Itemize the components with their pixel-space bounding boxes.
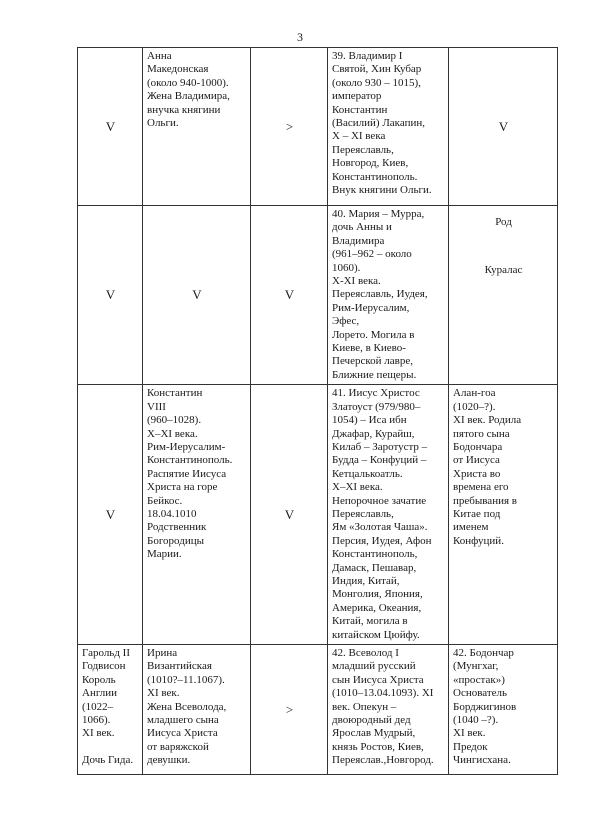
cell-r1-c5: V [449,48,558,206]
cell-line: Константинополь. [147,454,233,467]
cell-line: X–XI века. [147,427,198,440]
cell-line: Америка, Океания, [332,601,422,614]
cell-line: Эфес, [332,315,360,328]
cell-line: Христа во [453,467,501,480]
cell-line: X–XI века. [332,481,383,494]
cell-line: пребывания в [453,494,517,507]
cell-line: Основатель [453,687,508,700]
cell-line: Переяславль, Иудея, [332,288,428,301]
cell-line: Монголия, Япония, [332,588,423,601]
cell-r4-c3: > [251,645,328,775]
cell-line: (960–1028). [147,414,202,427]
cell-line: Константин [332,103,388,116]
cell-r1-c3: > [251,48,328,206]
cell-r4-c5 [449,645,558,775]
cell-line: XI век. [147,687,180,700]
cell-line: Печерской лавре, [332,355,413,368]
cell-line: князь Ростов, Киев, [332,740,424,753]
table-row-4 [78,645,558,775]
cell-line: Килаб – Заротустр – [332,440,428,453]
cell-r2-c2: V [143,206,251,385]
cell-r3-c3: V [251,385,328,645]
cell-line: 41. Иисус Христос [332,387,420,400]
cell-line: 18.04.1010 [147,507,197,520]
clan-label: Род [495,216,512,228]
cell-line: Англии [82,687,118,700]
cell-line: Переяславль, [332,143,394,156]
cell-r2-c5 [449,206,558,385]
cell-line: Ольги. [147,117,179,130]
cell-line: 39. Владимир I [332,50,403,62]
cell-line: Переяслав.,Новгород. [332,754,434,767]
cell-r1-c2 [143,48,251,206]
genealogy-table [77,47,558,775]
cell-line: Алан-гоа [453,387,496,400]
cell-line: 42. Всеволод I [332,647,399,659]
cell-line: Иисуса Христа [147,727,218,740]
cell-line: двоюродный дед [332,714,411,727]
cell-line: Марии. [147,548,182,561]
cell-r2-c1: V [78,206,143,385]
cell-r3-c1: V [78,385,143,645]
cell-line: Кетцалькоатль. [332,467,403,480]
cell-line: (1010?–11.1067). [147,673,225,686]
cell-line: пятого сына [453,427,510,440]
cell-r3-c2 [143,385,251,645]
cell-r1-c1: V [78,48,143,206]
cell-line: Персия, Иудея, Афон [332,534,432,547]
cell-line: от варяжской [147,740,209,753]
cell-line: Константинополь, [332,548,418,561]
cell-r4-c2 [143,645,251,775]
cell-line: сын Иисуса Христа [332,673,424,686]
cell-line: 40. Мария – Мурра, [332,208,425,220]
cell-line: Будда – Конфуций – [332,454,427,467]
cell-r1-c4 [328,48,449,206]
clan-name: Куралас [484,264,523,277]
cell-line: Новгород, Киев, [332,157,409,170]
cell-line: внучка княгини [147,103,221,116]
cell-line: (1022– [82,700,114,713]
cell-line: младшего сына [147,714,219,727]
cell-line: Богородицы [147,534,204,547]
cell-line: Китае под [453,507,501,520]
cell-line: Джафар, Курайш, [332,427,415,440]
cell-line: (961–962 – около [332,248,412,261]
cell-line: Китай, могила в [332,615,408,628]
cell-line: Киеве, в Киево- [332,342,406,355]
page-number: 3 [297,30,303,44]
cell-line: VIII [147,400,166,413]
cell-line: Рим-Иерусалим- [147,440,226,453]
table-row-3 [78,385,558,645]
cell-line: Константин [147,387,203,400]
cell-r4-c4 [328,645,449,775]
cell-line: Родственник [147,521,207,534]
cell-line: Святой, Хин Кубар [332,63,422,76]
table-row-2 [78,206,558,385]
cell-line: (около 930 – 1015), [332,76,421,89]
cell-line: Дочь Гида. [82,754,134,767]
cell-line: девушки. [147,754,191,767]
cell-line: времена его [453,481,509,494]
cell-r4-c1 [78,645,143,775]
cell-line: Борджигинов [453,700,517,713]
cell-line: Македонская [147,63,209,76]
cell-r3-c4 [328,385,449,645]
cell-line: Ярослав Мудрый, [332,727,416,740]
cell-line: Златоуст (979/980– [332,400,421,413]
cell-line: Бейкос. [147,494,183,507]
cell-line: 42. Бодончар [453,647,514,659]
cell-line: Дамаск, Пешавар, [332,561,417,574]
cell-line: Непорочное зачатие [332,494,427,507]
cell-line: 1054) – Иса ибн [332,414,407,427]
cell-line: век. Опекун – [332,700,397,713]
cell-line: Гарольд II [82,647,131,659]
cell-line: (Василий) Лакапин, [332,117,425,130]
cell-line: XI век. [453,727,486,740]
cell-line: Внук княгини Ольги. [332,184,432,197]
cell-line: Распятие Иисуса [147,467,227,480]
cell-line: Индия, Китай, [332,574,400,587]
cell-line: Владимира [332,234,385,247]
cell-line: младший русский [332,660,416,673]
cell-line: 1060). [332,261,361,274]
cell-line: X-XI века. [332,275,381,288]
cell-line [82,741,139,754]
cell-line: XI век. Родила [453,414,522,427]
cell-line: Годвисон [82,660,126,673]
cell-line: Ирина [147,647,178,659]
cell-r3-c5 [449,385,558,645]
cell-line: именем [453,521,489,534]
cell-line: китайском Цюйфу. [332,628,420,641]
cell-line: Жена Всеволода, [147,700,227,713]
cell-line: Король [82,673,116,686]
cell-line: (Мунгхаг, [453,660,499,673]
cell-line: Константинополь. [332,170,418,183]
cell-line: Христа на горе [147,481,218,494]
cell-line: (1020–?). [453,400,496,413]
table-row-1 [78,48,558,206]
cell-line: Византийская [147,660,212,673]
cell-line: (1040 –?). [453,714,499,727]
cell-line: Рим-Иерусалим, [332,301,410,314]
cell-line: (около 940-1000). [147,76,229,89]
cell-line: от Иисуса [453,454,500,467]
cell-line: император [332,90,382,103]
cell-line: Предок [453,740,488,753]
cell-line: дочь Анны и [332,221,392,234]
cell-line: Переяславль, [332,507,394,520]
cell-line: XI век. [82,727,115,740]
cell-line: Лорето. Могила в [332,328,415,341]
cell-line: Ближние пещеры. [332,368,417,381]
cell-r2-c3: V [251,206,328,385]
cell-line: Бодончара [453,440,503,453]
cell-line: (1010–13.04.1093). XI [332,687,434,700]
cell-line: Жена Владимира, [147,90,230,103]
cell-line: X – XI века [332,130,386,143]
cell-line: Ям «Золотая Чаша». [332,521,428,534]
cell-r2-c4 [328,206,449,385]
cell-line: Анна [147,50,172,62]
cell-line: «простак») [453,673,505,686]
cell-line: Конфуций. [453,534,504,547]
cell-line: 1066). [82,714,111,727]
cell-line: Чингисхана. [453,754,511,767]
